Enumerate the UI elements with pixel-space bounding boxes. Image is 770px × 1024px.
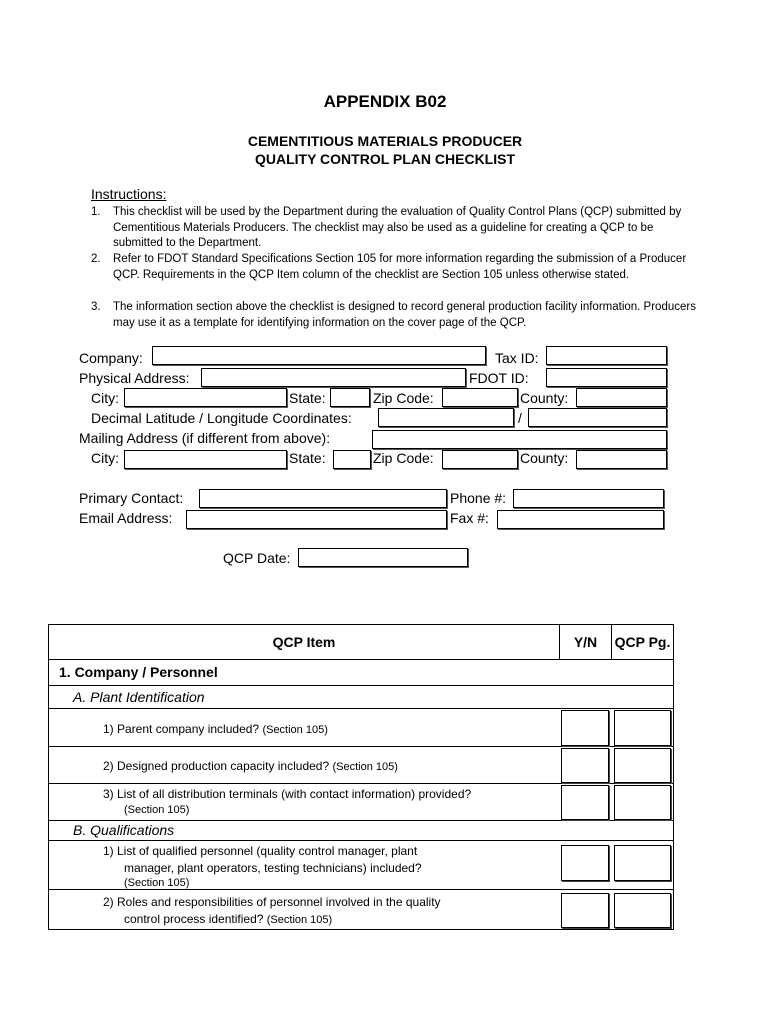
state2-field[interactable] bbox=[333, 450, 371, 469]
mailing-address-label: Mailing Address (if different from above): bbox=[79, 430, 331, 446]
instructions-heading: Instructions: bbox=[91, 186, 167, 202]
city-label: City: bbox=[91, 390, 119, 406]
fdot-id-field[interactable] bbox=[546, 368, 667, 387]
zip-field[interactable] bbox=[442, 388, 518, 407]
coords-slash: / bbox=[518, 410, 522, 426]
item-ref: (Section 105) bbox=[262, 724, 328, 736]
item-ref: (Section 105) bbox=[266, 914, 333, 926]
item-ref: (Section 105) bbox=[124, 804, 190, 816]
item-text bbox=[124, 911, 332, 928]
state-label: State: bbox=[289, 390, 326, 406]
phone-field[interactable] bbox=[513, 489, 664, 508]
phone-label: Phone #: bbox=[450, 490, 507, 506]
yn-checkbox[interactable] bbox=[561, 748, 609, 783]
county2-field[interactable] bbox=[576, 450, 667, 469]
yn-checkbox[interactable] bbox=[561, 893, 609, 928]
physical-address-label: Physical Address: bbox=[79, 370, 190, 386]
item-question: 1) Parent company included? bbox=[103, 722, 260, 736]
header-pg-cell bbox=[612, 625, 673, 660]
email-label: Email Address: bbox=[79, 510, 173, 526]
fdot-id-label: FDOT ID: bbox=[469, 370, 529, 386]
primary-contact-label: Primary Contact: bbox=[79, 490, 184, 506]
instruction-item-1 bbox=[91, 205, 701, 252]
longitude-field[interactable] bbox=[528, 408, 667, 427]
fax-label: Fax #: bbox=[450, 510, 489, 526]
tax-id-label: Tax ID: bbox=[495, 350, 539, 366]
item-question-line1: 1) List of qualified personnel (quality control manager, plant bbox=[103, 844, 418, 858]
primary-contact-field[interactable] bbox=[199, 489, 447, 508]
county-field[interactable] bbox=[576, 388, 667, 407]
city-field[interactable] bbox=[124, 388, 287, 407]
item-text bbox=[103, 721, 328, 738]
item-question-line2: control process identified? bbox=[124, 912, 264, 926]
county-label: County: bbox=[520, 390, 569, 406]
city2-label: City: bbox=[91, 450, 119, 466]
item-text bbox=[103, 758, 398, 775]
coords-label: Decimal Latitude / Longitude Coordinates: bbox=[91, 410, 352, 426]
subsection-heading: A. Plant Identification bbox=[73, 689, 205, 705]
item-question-line1: 2) Roles and responsibilities of personnel involved in the quality bbox=[103, 895, 441, 909]
zip2-field[interactable] bbox=[442, 450, 518, 469]
email-field[interactable] bbox=[186, 510, 447, 529]
item-question-line2: manager, plant operators, testing technicians) included? bbox=[124, 861, 422, 875]
column-header-pg: QCP Pg. bbox=[614, 634, 671, 650]
instruction-text: This checklist will be used by the Department during the evaluation of Quality Control Plans (QCP) submitted by Cementitious Materials Producers. The checklist may also be used as a guideline for creating a QCP to be submitted to the Department. bbox=[113, 206, 682, 249]
county2-label: County: bbox=[520, 450, 569, 466]
item-ref: (Section 105) bbox=[332, 761, 398, 773]
instruction-item-2 bbox=[91, 252, 701, 283]
mailing-address-field[interactable] bbox=[372, 430, 667, 449]
checklist-table bbox=[48, 624, 674, 930]
subsection-row bbox=[49, 686, 673, 709]
company-label: Company: bbox=[79, 350, 143, 366]
item-question: 2) Designed production capacity included? bbox=[103, 759, 330, 773]
header-item-cell bbox=[49, 625, 560, 660]
instruction-text: The information section above the checklist is designed to record general production facility information. Producers may use it as a template for identifying information on the cover page of the QCP. bbox=[113, 301, 696, 329]
qcp-page-field[interactable] bbox=[614, 893, 671, 928]
state-field[interactable] bbox=[330, 388, 370, 407]
instruction-num: 2. bbox=[91, 253, 101, 265]
instruction-item-3 bbox=[91, 300, 701, 331]
qcp-date-field[interactable] bbox=[298, 548, 468, 567]
yn-checkbox[interactable] bbox=[561, 710, 609, 746]
instruction-text: Refer to FDOT Standard Specifications Section 105 for more information regarding the submission of a Producer QCP. Requirements in the QCP Item column of the checklist are Section 105 unless otherwise stated. bbox=[113, 253, 687, 281]
yn-checkbox[interactable] bbox=[561, 785, 609, 820]
subsection-heading: B. Qualifications bbox=[73, 822, 175, 838]
qcp-page-field[interactable] bbox=[614, 845, 671, 881]
fax-field[interactable] bbox=[497, 510, 664, 529]
yn-checkbox[interactable] bbox=[561, 845, 609, 881]
qcp-page-field[interactable] bbox=[614, 748, 671, 783]
qcp-page-field[interactable] bbox=[614, 785, 671, 820]
header-yn-cell bbox=[560, 625, 612, 660]
section-row bbox=[49, 660, 673, 686]
instruction-num: 1. bbox=[91, 206, 101, 218]
city2-field[interactable] bbox=[124, 450, 287, 469]
zip-label: Zip Code: bbox=[373, 390, 434, 406]
column-header-yn: Y/N bbox=[573, 634, 598, 650]
subtitle-line1: CEMENTITIOUS MATERIALS PRODUCER bbox=[247, 133, 523, 149]
tax-id-field[interactable] bbox=[546, 346, 667, 365]
item-ref: (Section 105) bbox=[124, 877, 190, 889]
company-field[interactable] bbox=[152, 346, 486, 365]
qcp-date-label: QCP Date: bbox=[223, 550, 291, 566]
column-header-item: QCP Item bbox=[272, 634, 336, 650]
latitude-field[interactable] bbox=[378, 408, 514, 427]
subsection-row bbox=[49, 821, 673, 841]
state2-label: State: bbox=[289, 450, 326, 466]
item-question: 3) List of all distribution terminals (with contact information) provided? bbox=[103, 787, 472, 801]
qcp-page-field[interactable] bbox=[614, 710, 671, 746]
section-heading: 1. Company / Personnel bbox=[59, 664, 218, 680]
physical-address-field[interactable] bbox=[201, 368, 466, 387]
page-title: APPENDIX B02 bbox=[323, 92, 447, 111]
subtitle-line2: QUALITY CONTROL PLAN CHECKLIST bbox=[254, 151, 516, 167]
instruction-num: 3. bbox=[91, 301, 101, 313]
zip2-label: Zip Code: bbox=[373, 450, 434, 466]
